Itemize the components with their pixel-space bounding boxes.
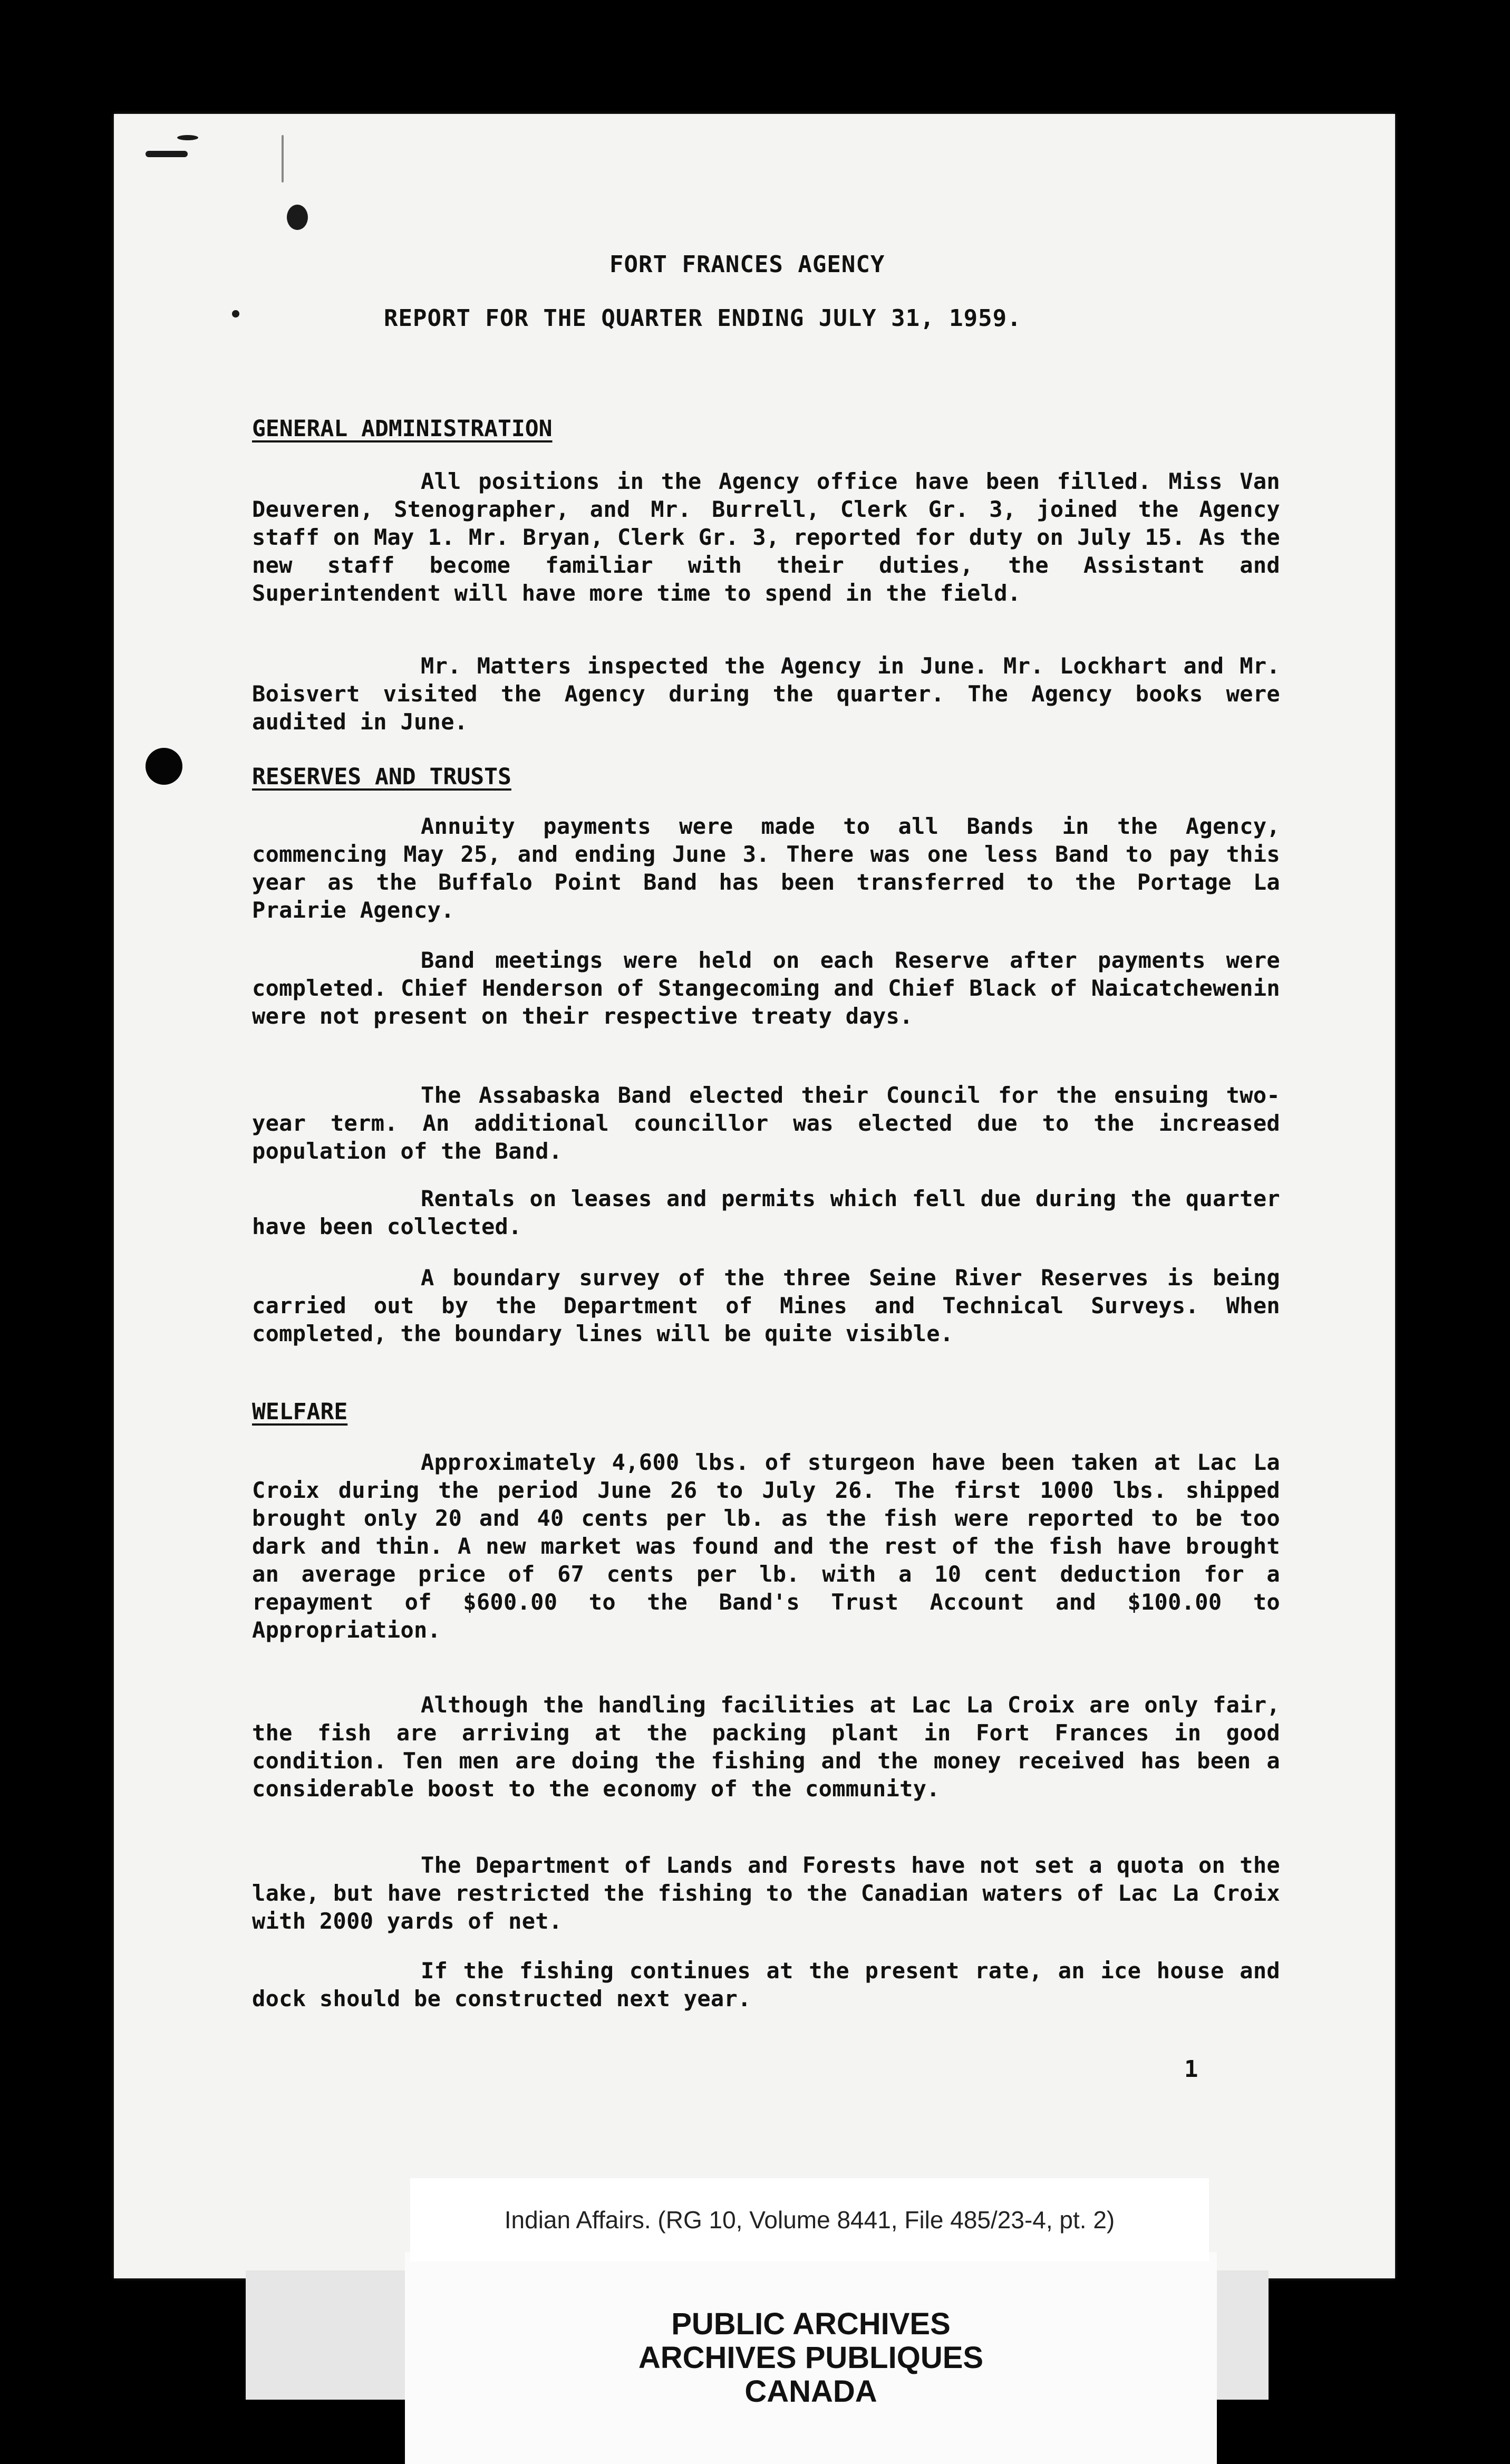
paragraph: The Assabaska Band elected their Council for the ensuing two-year term. An additional councillor was elected due to the increased population of the Band. [252, 1082, 1280, 1164]
document-page [114, 114, 1395, 2278]
archive-reference-label: Indian Affairs. (RG 10, Volume 8441, File 485/23-4, pt. 2) [410, 2178, 1209, 2261]
paragraph: All positions in the Agency office have been filled. Miss Van Deuveren, Stenographer, and Mr. Burrell, Clerk Gr. 3, joined the Agency staff on May 1. Mr. Bryan, Clerk Gr. 3, reported for duty on July 15. As the new staff become familiar with their duties, the Assistant and Superintendent will have more time to spend in the field. [252, 468, 1280, 606]
paragraph: Although the handling facilities at Lac La Croix are only fair, the fish are arriving at the packing plant in Fort Frances in good condition. Ten men are doing the fishing and the money received has been a considerable boost to the economy of the community. [252, 1692, 1280, 1802]
paper-speck [287, 205, 308, 230]
paragraph: Approximately 4,600 lbs. of sturgeon have been taken at Lac La Croix during the period June 26 to July 26. The first 1000 lbs. shipped brought only 20 and 40 cents per lb. as the fish were reported to be too dark and thin. A new market was found and the rest of the fish have brought an average price of 67 cents per lb. with a 10 cent deduction for a repayment of $600.00 to the Band's Trust Account and $100.00 to Appropriation. [252, 1449, 1280, 1643]
paper-speck [282, 135, 284, 182]
section-heading-reserves-and-trusts: RESERVES AND TRUSTS [252, 764, 511, 790]
section-heading-general-administration: GENERAL ADMINISTRATION [252, 416, 553, 442]
paper-speck [232, 310, 239, 317]
paragraph: Annuity payments were made to all Bands in the Agency, commencing May 25, and ending June 3. There was one less Band to pay this year as the Buffalo Point Band has been transferred to the Portage La Prairie Agency. [252, 813, 1280, 923]
paper-speck [177, 135, 198, 140]
punch-hole [146, 748, 182, 785]
paragraph: Mr. Matters inspected the Agency in June. Mr. Lockhart and Mr. Boisvert visited the Agency during the quarter. The Agency books were audited in June. [252, 653, 1280, 735]
paper-speck [146, 151, 188, 157]
paragraph: Band meetings were held on each Reserve after payments were completed. Chief Henderson of Stangecoming and Chief Black of Naicatchewenin were not present on their respective treaty days. [252, 947, 1280, 1029]
paragraph: If the fishing continues at the present rate, an ice house and dock should be constructed next year. [252, 1958, 1280, 2011]
document-subtitle: REPORT FOR THE QUARTER ENDING JULY 31, 1959. [384, 305, 1022, 332]
page-number: 1 [1184, 2056, 1198, 2083]
archive-stamp [405, 2252, 1217, 2464]
stamp-line: PUBLIC ARCHIVES [671, 2307, 951, 2341]
paragraph: The Department of Lands and Forests have not set a quota on the lake, but have restricted the fishing to the Canadian waters of Lac La Croix with 2000 yards of net. [252, 1852, 1280, 1934]
stamp-line: CANADA [744, 2374, 877, 2409]
paragraph: Rentals on leases and permits which fell due during the quarter have been collected. [252, 1186, 1280, 1239]
document-title: FORT FRANCES AGENCY [609, 251, 885, 278]
stamp-line: ARCHIVES PUBLIQUES [638, 2341, 984, 2375]
section-heading-welfare: WELFARE [252, 1399, 348, 1425]
paragraph: A boundary survey of the three Seine River Reserves is being carried out by the Department of Mines and Technical Surveys. When completed, the boundary lines will be quite visible. [252, 1265, 1280, 1346]
